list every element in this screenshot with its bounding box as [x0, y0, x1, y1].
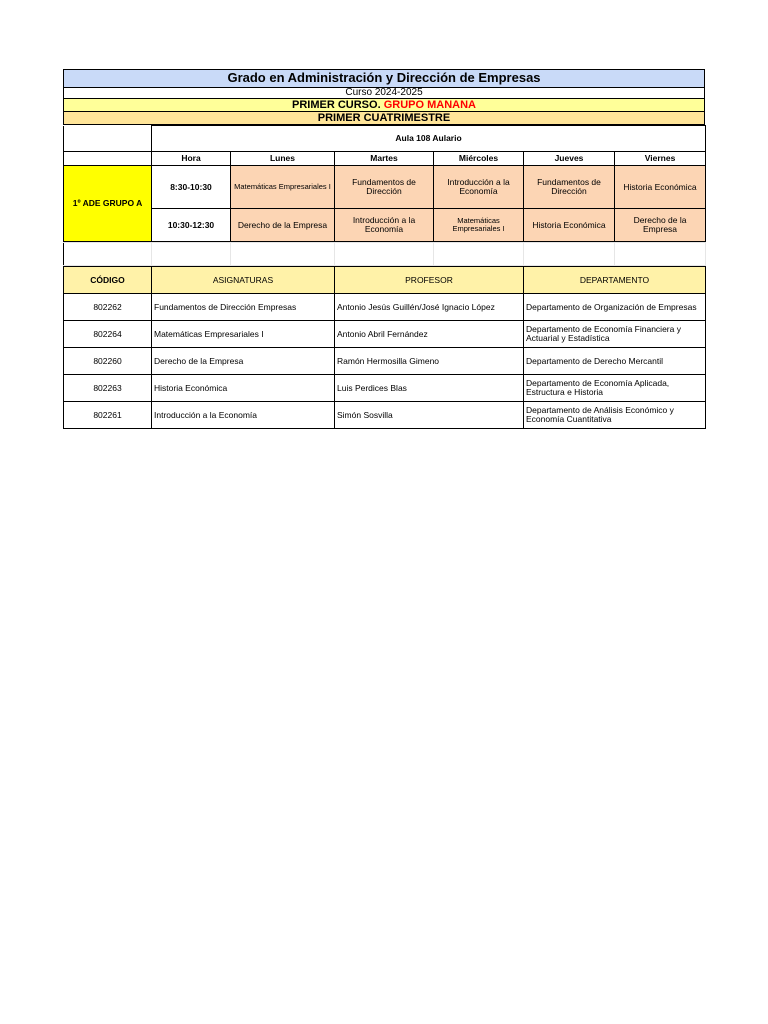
- subject-department: Departamento de Derecho Mercantil: [524, 348, 706, 375]
- header-martes: Martes: [335, 152, 434, 166]
- subject-name: Historia Económica: [152, 375, 335, 402]
- blank-cell: [152, 243, 231, 266]
- group-name: 1º ADE GRUPO A: [64, 166, 152, 242]
- table-row: [64, 375, 706, 402]
- header-table: [63, 69, 705, 125]
- blank-cell: [231, 243, 335, 266]
- subject-department: Departamento de Análisis Económico y Economía Cuantitativa: [524, 402, 706, 429]
- class-cell: Derecho de la Empresa: [615, 209, 706, 242]
- subject-department: Departamento de Organización de Empresas: [524, 294, 706, 321]
- blank-cell: [524, 243, 615, 266]
- subject-name: Derecho de la Empresa: [152, 348, 335, 375]
- subject-department: Departamento de Economía Financiera y Actuarial y Estadística: [524, 321, 706, 348]
- table-row: [64, 348, 706, 375]
- semester-banner: PRIMER CUATRIMESTRE: [64, 112, 705, 125]
- blank-cell: [615, 243, 706, 266]
- class-cell: Matemáticas Empresariales I: [231, 166, 335, 209]
- header-codigo: CÓDIGO: [64, 267, 152, 294]
- subject-code: 802261: [64, 402, 152, 429]
- subject-name: Introducción a la Economía: [152, 402, 335, 429]
- empty-cell: [64, 152, 152, 166]
- table-row: [64, 402, 706, 429]
- subject-name: Matemáticas Empresariales I: [152, 321, 335, 348]
- subject-professor: Simón Sosvilla: [335, 402, 524, 429]
- header-departamento: DEPARTAMENTO: [524, 267, 706, 294]
- subjects-table: [63, 266, 706, 429]
- blank-cell: [434, 243, 524, 266]
- class-cell: Derecho de la Empresa: [231, 209, 335, 242]
- header-miercoles: Miércoles: [434, 152, 524, 166]
- course-year: Curso 2024-2025: [64, 88, 705, 99]
- subject-professor: Antonio Jesús Guillén/José Ignacio López: [335, 294, 524, 321]
- blank-cell: [335, 243, 434, 266]
- subject-professor: Antonio Abril Fernández: [335, 321, 524, 348]
- room-label: Aula 108 Aulario: [152, 126, 706, 152]
- class-cell: Historia Económica: [615, 166, 706, 209]
- class-cell: Fundamentos de Dirección: [524, 166, 615, 209]
- time-slot: 8:30-10:30: [152, 166, 231, 209]
- header-asignaturas: ASIGNATURAS: [152, 267, 335, 294]
- class-cell: Historia Económica: [524, 209, 615, 242]
- page-title: Grado en Administración y Dirección de Empresas: [64, 70, 705, 88]
- table-row: [64, 321, 706, 348]
- header-jueves: Jueves: [524, 152, 615, 166]
- table-row: [64, 294, 706, 321]
- header-profesor: PROFESOR: [335, 267, 524, 294]
- header-lunes: Lunes: [231, 152, 335, 166]
- blank-cell: [64, 243, 152, 266]
- header-viernes: Viernes: [615, 152, 706, 166]
- course-label: PRIMER CURSO.: [292, 99, 381, 111]
- subject-professor: Luis Perdices Blas: [335, 375, 524, 402]
- subject-professor: Ramón Hermosilla Gimeno: [335, 348, 524, 375]
- time-slot: 10:30-12:30: [152, 209, 231, 242]
- class-cell: Matemáticas Empresariales I: [434, 209, 524, 242]
- group-label: GRUPO MANANA: [383, 99, 476, 111]
- course-banner: [64, 99, 705, 112]
- subject-code: 802262: [64, 294, 152, 321]
- empty-corner-cell: [64, 126, 152, 152]
- class-cell: Introducción a la Economía: [335, 209, 434, 242]
- subject-code: 802263: [64, 375, 152, 402]
- class-cell: Fundamentos de Dirección: [335, 166, 434, 209]
- schedule-table: [63, 125, 706, 242]
- header-hora: Hora: [152, 152, 231, 166]
- subject-code: 802264: [64, 321, 152, 348]
- subject-code: 802260: [64, 348, 152, 375]
- subject-department: Departamento de Economía Aplicada, Estructura e Historia: [524, 375, 706, 402]
- class-cell: Introducción a la Economía: [434, 166, 524, 209]
- subject-name: Fundamentos de Dirección Empresas: [152, 294, 335, 321]
- timetable-sheet: [63, 69, 705, 429]
- spacer-table: [63, 242, 706, 266]
